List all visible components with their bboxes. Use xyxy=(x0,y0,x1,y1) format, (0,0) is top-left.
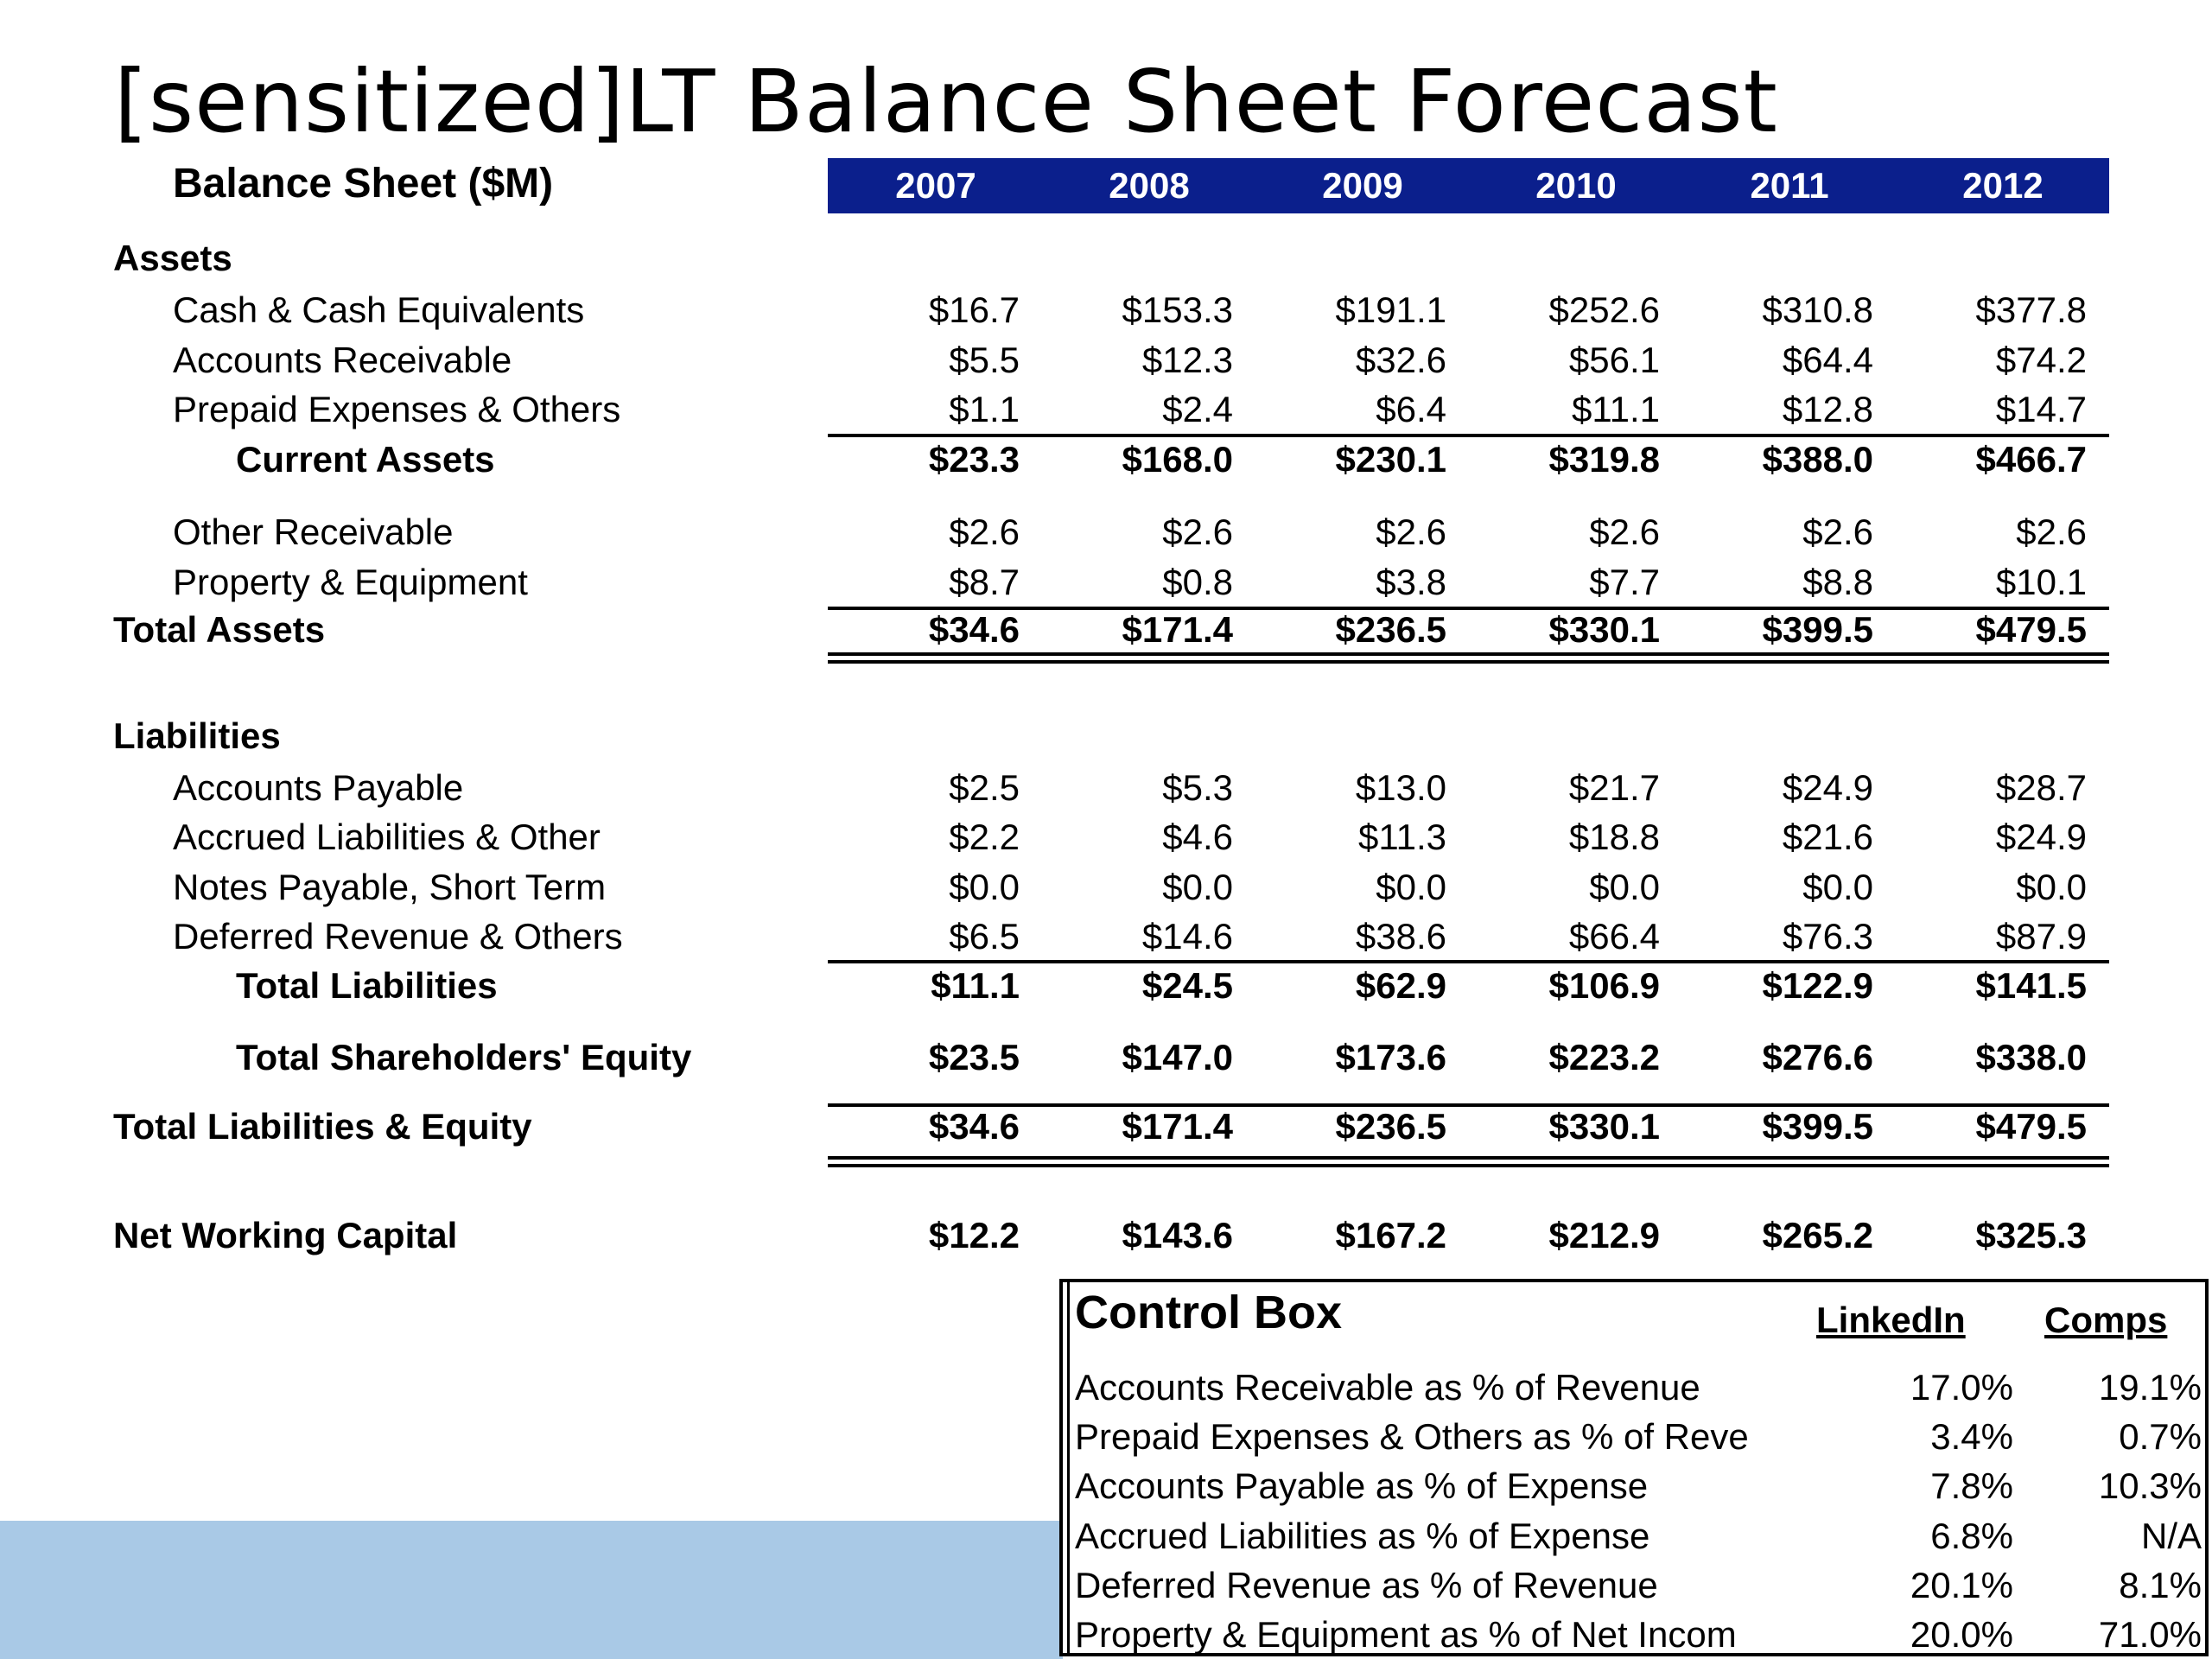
other-receivable-row-value-2008: $2.6 xyxy=(1162,512,1233,552)
balance-sheet-heading: Balance Sheet ($M) xyxy=(173,161,554,207)
cash-row-value-2012: $377.8 xyxy=(1975,289,2087,330)
other-receivable-row-value-2012: $2.6 xyxy=(2016,512,2087,552)
current-assets-row-value-2007: $23.3 xyxy=(928,439,1020,480)
net-working-capital-row-label: Net Working Capital xyxy=(113,1215,458,1255)
deferred-revenue-row-label: Deferred Revenue & Others xyxy=(173,916,623,957)
notes-payable-row-value-2008: $0.0 xyxy=(1162,867,1233,907)
accounts-payable-row-value-2008: $5.3 xyxy=(1162,767,1233,808)
other-receivable-row-value-2007: $2.6 xyxy=(949,512,1020,552)
accounts-payable-row-value-2010: $21.7 xyxy=(1568,767,1660,808)
net-working-capital-row-value-2007: $12.2 xyxy=(928,1215,1020,1255)
total-assets-row-value-2011: $399.5 xyxy=(1762,609,1873,650)
total-assets-row-value-2008: $171.4 xyxy=(1122,609,1233,650)
total-equity-row-value-2011: $276.6 xyxy=(1762,1037,1873,1077)
control-box-linkedin-value[interactable]: 17.0% xyxy=(1910,1367,2013,1408)
current-assets-row-value-2011: $388.0 xyxy=(1762,439,1873,480)
total-liabilities-row-value-2010: $106.9 xyxy=(1548,965,1660,1006)
total-assets-row-label: Total Assets xyxy=(113,609,326,650)
other-receivable-row-label: Other Receivable xyxy=(173,512,454,552)
control-box-col-linkedin: LinkedIn xyxy=(1816,1300,1966,1340)
total-liabilities-row-value-2007: $11.1 xyxy=(931,965,1020,1006)
other-receivable-row-value-2010: $2.6 xyxy=(1589,512,1660,552)
accrued-liabilities-row-value-2008: $4.6 xyxy=(1162,817,1233,857)
total-liabilities-row-label: Total Liabilities xyxy=(236,965,498,1006)
accounts-payable-row-value-2011: $24.9 xyxy=(1782,767,1873,808)
prepaid-expenses-row-value-2007: $1.1 xyxy=(949,389,1020,429)
notes-payable-row-label: Notes Payable, Short Term xyxy=(173,867,607,907)
net-working-capital-row-value-2010: $212.9 xyxy=(1548,1215,1660,1255)
total-liabilities-equity-row-value-2011: $399.5 xyxy=(1762,1106,1873,1147)
control-box-comps-value[interactable]: 10.3% xyxy=(2098,1465,2202,1506)
notes-payable-row-value-2009: $0.0 xyxy=(1376,867,1446,907)
property-equipment-row-value-2009: $3.8 xyxy=(1376,562,1446,602)
accounts-receivable-row-value-2011: $64.4 xyxy=(1782,340,1873,380)
current-assets-row-value-2010: $319.8 xyxy=(1548,439,1660,480)
control-box-inner-border xyxy=(1067,1282,1070,1653)
property-equipment-row-label: Property & Equipment xyxy=(173,562,528,602)
prepaid-expenses-row-value-2009: $6.4 xyxy=(1376,389,1446,429)
accounts-receivable-row-value-2010: $56.1 xyxy=(1568,340,1660,380)
deferred-revenue-row-value-2011: $76.3 xyxy=(1782,916,1873,957)
accounts-payable-row-label: Accounts Payable xyxy=(173,767,464,808)
other-receivable-row-value-2011: $2.6 xyxy=(1802,512,1873,552)
assets-section-header: Assets xyxy=(113,238,232,278)
control-box-row-label: Property & Equipment as % of Net Incom xyxy=(1075,1614,1737,1655)
control-box-linkedin-value[interactable]: 20.0% xyxy=(1910,1614,2013,1655)
net-working-capital-row-value-2011: $265.2 xyxy=(1762,1215,1873,1255)
accounts-receivable-row-value-2008: $12.3 xyxy=(1141,340,1233,380)
control-box-comps-value[interactable]: 71.0% xyxy=(2098,1614,2202,1655)
accounts-receivable-row-label: Accounts Receivable xyxy=(173,340,512,380)
control-box xyxy=(1059,1279,2209,1656)
total-equity-row-value-2007: $23.5 xyxy=(928,1037,1020,1077)
total-equity-row-value-2010: $223.2 xyxy=(1548,1037,1660,1077)
accounts-payable-row-value-2007: $2.5 xyxy=(949,767,1020,808)
total-equity-row-value-2008: $147.0 xyxy=(1122,1037,1233,1077)
accounts-receivable-row-value-2007: $5.5 xyxy=(949,340,1020,380)
control-box-row-label: Accounts Payable as % of Expense xyxy=(1075,1465,1649,1506)
control-box-row-label: Accounts Receivable as % of Revenue xyxy=(1075,1367,1700,1408)
total-equity-row-label: Total Shareholders' Equity xyxy=(236,1037,692,1077)
property-equipment-row-value-2011: $8.8 xyxy=(1802,562,1873,602)
liabilities-section-header: Liabilities xyxy=(113,715,281,756)
control-box-row-label: Prepaid Expenses & Others as % of Reve xyxy=(1075,1416,1749,1457)
total-liabilities-equity-row-label: Total Liabilities & Equity xyxy=(113,1106,532,1147)
net-working-capital-row-value-2012: $325.3 xyxy=(1975,1215,2087,1255)
prepaid-expenses-row-value-2011: $12.8 xyxy=(1782,389,1873,429)
total-liabilities-row-value-2009: $62.9 xyxy=(1355,965,1446,1006)
current-assets-row-label: Current Assets xyxy=(236,439,495,480)
accrued-liabilities-row-value-2009: $11.3 xyxy=(1358,817,1446,857)
deferred-revenue-row-value-2008: $14.6 xyxy=(1141,916,1233,957)
cash-row-value-2007: $16.7 xyxy=(928,289,1020,330)
total-assets-row-value-2012: $479.5 xyxy=(1975,609,2087,650)
control-box-linkedin-value[interactable]: 6.8% xyxy=(1930,1516,2013,1556)
notes-payable-row-value-2010: $0.0 xyxy=(1589,867,1660,907)
prepaid-expenses-row-label: Prepaid Expenses & Others xyxy=(173,389,621,429)
total-assets-row-value-2009: $236.5 xyxy=(1335,609,1446,650)
total-liabilities-row-value-2011: $122.9 xyxy=(1762,965,1873,1006)
liab-equity-double-rule-1 xyxy=(828,1156,2109,1160)
slide-footer-band xyxy=(0,1521,1063,1659)
total-assets-row-value-2007: $34.6 xyxy=(928,609,1020,650)
current-assets-row-value-2012: $466.7 xyxy=(1975,439,2087,480)
prepaid-expenses-row-value-2012: $14.7 xyxy=(1995,389,2087,429)
prepaid-expenses-row-value-2008: $2.4 xyxy=(1162,389,1233,429)
total-liabilities-equity-row-value-2008: $171.4 xyxy=(1122,1106,1233,1147)
control-box-comps-value[interactable]: 8.1% xyxy=(2119,1565,2202,1605)
other-receivable-row-value-2009: $2.6 xyxy=(1376,512,1446,552)
year-header-band: 2007 2008 2009 2010 2011 2012 xyxy=(828,158,2109,213)
property-equipment-row-value-2010: $7.7 xyxy=(1589,562,1660,602)
accounts-payable-row-value-2012: $28.7 xyxy=(1995,767,2087,808)
total-liabilities-equity-row-value-2012: $479.5 xyxy=(1975,1106,2087,1147)
slide-title: [sensitized]LT Balance Sheet Forecast xyxy=(114,51,1778,152)
prepaid-expenses-row-value-2010: $11.1 xyxy=(1572,389,1660,429)
cash-row-value-2008: $153.3 xyxy=(1122,289,1233,330)
accrued-liabilities-row-value-2011: $21.6 xyxy=(1782,817,1873,857)
accrued-liabilities-row-value-2007: $2.2 xyxy=(949,817,1020,857)
accrued-liabilities-row-value-2012: $24.9 xyxy=(1995,817,2087,857)
control-box-linkedin-value[interactable]: 7.8% xyxy=(1930,1465,2013,1506)
total-liabilities-equity-row-value-2010: $330.1 xyxy=(1548,1106,1660,1147)
notes-payable-row-value-2007: $0.0 xyxy=(949,867,1020,907)
property-equipment-row-value-2012: $10.1 xyxy=(1995,562,2087,602)
cash-row-value-2010: $252.6 xyxy=(1548,289,1660,330)
deferred-revenue-row-value-2012: $87.9 xyxy=(1995,916,2087,957)
control-box-linkedin-value[interactable]: 20.1% xyxy=(1910,1565,2013,1605)
control-box-row-label: Accrued Liabilities as % of Expense xyxy=(1075,1516,1650,1556)
accrued-liabilities-row-value-2010: $18.8 xyxy=(1568,817,1660,857)
cash-row-value-2011: $310.8 xyxy=(1762,289,1873,330)
net-working-capital-row-value-2009: $167.2 xyxy=(1335,1215,1446,1255)
cash-row-value-2009: $191.1 xyxy=(1335,289,1446,330)
total-liabilities-row-value-2012: $141.5 xyxy=(1975,965,2087,1006)
control-box-linkedin-value[interactable]: 3.4% xyxy=(1930,1416,2013,1457)
property-equipment-row-value-2008: $0.8 xyxy=(1162,562,1233,602)
control-box-comps-value[interactable]: 19.1% xyxy=(2098,1367,2202,1408)
total-liabilities-equity-row-value-2007: $34.6 xyxy=(928,1106,1020,1147)
total-liabilities-row-value-2008: $24.5 xyxy=(1141,965,1233,1006)
total-assets-double-rule-2 xyxy=(828,660,2109,664)
property-equipment-row-value-2007: $8.7 xyxy=(949,562,1020,602)
notes-payable-row-value-2012: $0.0 xyxy=(2016,867,2087,907)
current-assets-row-value-2008: $168.0 xyxy=(1122,439,1233,480)
accounts-receivable-row-value-2009: $32.6 xyxy=(1355,340,1446,380)
total-equity-row-value-2012: $338.0 xyxy=(1975,1037,2087,1077)
net-working-capital-row-value-2008: $143.6 xyxy=(1122,1215,1233,1255)
current-assets-row-value-2009: $230.1 xyxy=(1335,439,1446,480)
total-liabilities-equity-row-value-2009: $236.5 xyxy=(1335,1106,1446,1147)
total-equity-row-value-2009: $173.6 xyxy=(1335,1037,1446,1077)
accrued-liabilities-row-label: Accrued Liabilities & Other xyxy=(173,817,601,857)
deferred-revenue-row-value-2010: $66.4 xyxy=(1568,916,1660,957)
accounts-payable-row-value-2009: $13.0 xyxy=(1355,767,1446,808)
cash-row-label: Cash & Cash Equivalents xyxy=(173,289,585,330)
control-box-row-label: Deferred Revenue as % of Revenue xyxy=(1075,1565,1658,1605)
control-box-title: Control Box xyxy=(1075,1287,1342,1338)
deferred-revenue-row-value-2009: $38.6 xyxy=(1355,916,1446,957)
liab-equity-double-rule-2 xyxy=(828,1164,2109,1167)
accounts-receivable-row-value-2012: $74.2 xyxy=(1995,340,2087,380)
control-box-comps-value[interactable]: N/A xyxy=(2140,1516,2202,1556)
control-box-comps-value[interactable]: 0.7% xyxy=(2119,1416,2202,1457)
total-assets-row-value-2010: $330.1 xyxy=(1548,609,1660,650)
control-box-col-comps: Comps xyxy=(2044,1300,2168,1340)
deferred-revenue-row-value-2007: $6.5 xyxy=(949,916,1020,957)
notes-payable-row-value-2011: $0.0 xyxy=(1802,867,1873,907)
